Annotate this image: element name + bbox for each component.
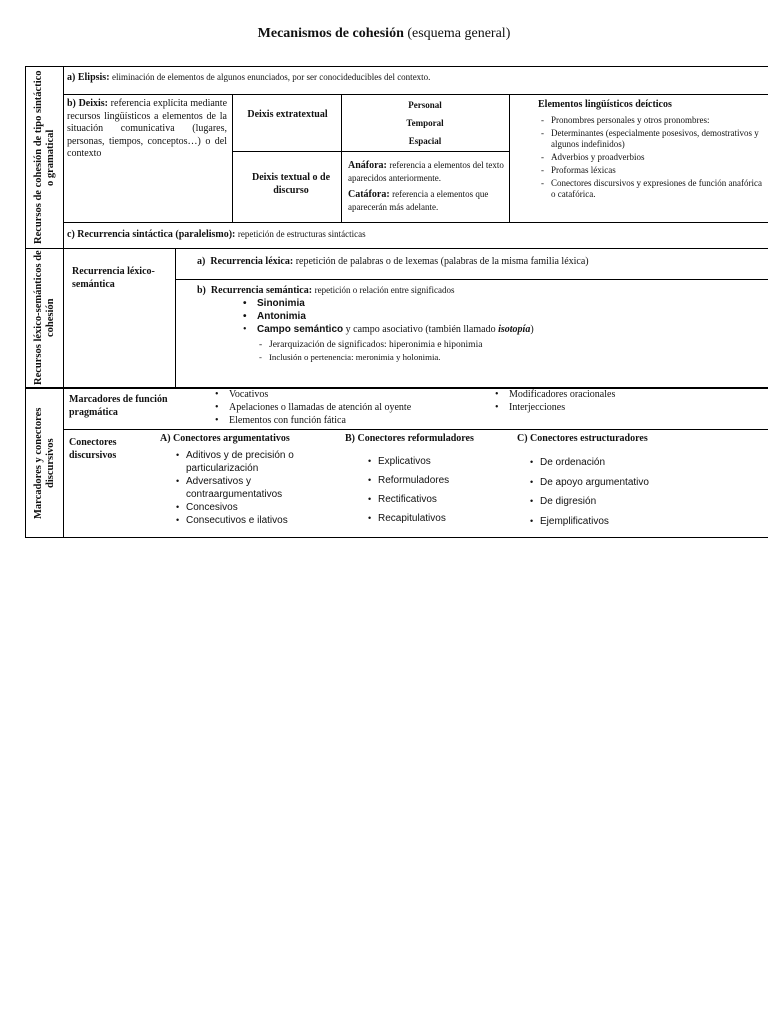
conectores-argumentativos-list [174,449,344,527]
list-item: • Adversativos y contraargumentativos [174,475,344,501]
list-item: • Antonimia [243,310,763,323]
section-label-syntactic: Recursos de cohesión de tipo sintáctico o gramatical [32,70,56,245]
deictic-elements-list [537,115,762,202]
anafora: Anáfora: referencia a elementos del texto aparecidos anteriormente. [348,160,504,183]
list-item: • Modificadores oracionales [495,388,745,401]
page-title: Mecanismos de cohesión (esquema general) [257,26,511,41]
list-item: • Ejemplificativos [528,512,718,532]
campo-semantico-sublist [253,340,753,363]
list-item: • De ordenación [528,453,718,473]
recurrencia-semantica-row: b) Recurrencia semántica: repetición o relación entre significados [197,285,455,296]
list-item: • Vocativos [215,388,485,401]
list-item: • Elementos con función fática [215,414,485,427]
recurrencia-sintactica-row: c) Recurrencia sintáctica (paralelismo): repetición de estructuras sintácticas [67,229,366,240]
list-item: • De apoyo argumentativo [528,473,718,493]
list-item: • Sinonimia [243,297,763,310]
list-item: - Determinantes (especialmente posesivos, demostrativos y algunos indefinidos) [537,128,762,150]
conectores-estructuradores-list [528,453,718,531]
list-item: • Interjecciones [495,401,745,414]
marcadores-label: Marcadores de función pragmática [69,394,168,418]
list-item: • Rectificativos [366,490,506,509]
marcadores-list-left [215,388,485,427]
conectores-reformuladores-list [366,452,506,528]
list-item: • Reformuladores [366,471,506,490]
deixis-definition: b) Deixis: referencia explícita mediante recursos lingüísticos a elementos de la situación comunicativa (lugares, personas, tiempos, conceptos…) o del contexto [67,98,228,159]
list-item: • Campo semántico y campo asociativo (también llamado isotopía) [243,323,763,336]
list-item: - Jerarquización de significados: hiperonimia e hiponimia [253,340,753,352]
list-item: - Inclusión o pertenencia: meronimia y holonimia. [253,352,753,364]
recurrencia-lexica-row: a) Recurrencia léxica: repetición de palabras o de lexemas (palabras de la misma familia léxica) [197,256,589,267]
semantic-relations-list [243,297,763,336]
catafora: Catáfora: referencia a elementos que aparecerán más adelante. [348,189,489,212]
conectores-argumentativos-title: A) Conectores argumentativos [160,433,290,444]
conectores-estructuradores-title: C) Conectores estructuradores [517,433,648,444]
conectores-reformuladores-title: B) Conectores reformuladores [345,433,474,444]
conectores-label: Conectores discursivos [69,437,117,461]
list-item: • Aditivos y de precisión o particularización [174,449,344,475]
lexico-semantic-label: Recurrencia léxico-semántica [72,266,155,290]
marcadores-list-right [495,388,745,414]
deixis-textual: Deixis textual o de discurso [251,172,331,196]
list-item: - Adverbios y proadverbios [537,152,762,163]
list-item: • Explicativos [366,452,506,471]
section-label-markers: Marcadores y conectores discursivos [32,407,56,520]
list-item: • De digresión [528,492,718,512]
list-item: • Consecutivos e ilativos [174,514,344,527]
elipsis-row: a) Elipsis: eliminación de elementos de algunos enunciados, por ser conocideducibles del contexto. [67,72,431,83]
section-label-lexical: Recursos léxico-semánticos de cohesión [32,250,56,386]
list-item: - Conectores discursivos y expresiones de función anafórica o catafórica. [537,178,762,200]
list-item: • Concesivos [174,501,344,514]
deictic-elements-title: Elementos lingüísticos deícticos [538,99,672,110]
list-item: • Recapitulativos [366,509,506,528]
list-item: - Proformas léxicas [537,165,762,176]
list-item: • Apelaciones o llamadas de atención al oyente [215,401,485,414]
deixis-extratextual: Deixis extratextual [247,109,328,120]
list-item: - Pronombres personales y otros pronombres: [537,115,762,126]
deixis-types: Personal Temporal Espacial [406,100,444,146]
